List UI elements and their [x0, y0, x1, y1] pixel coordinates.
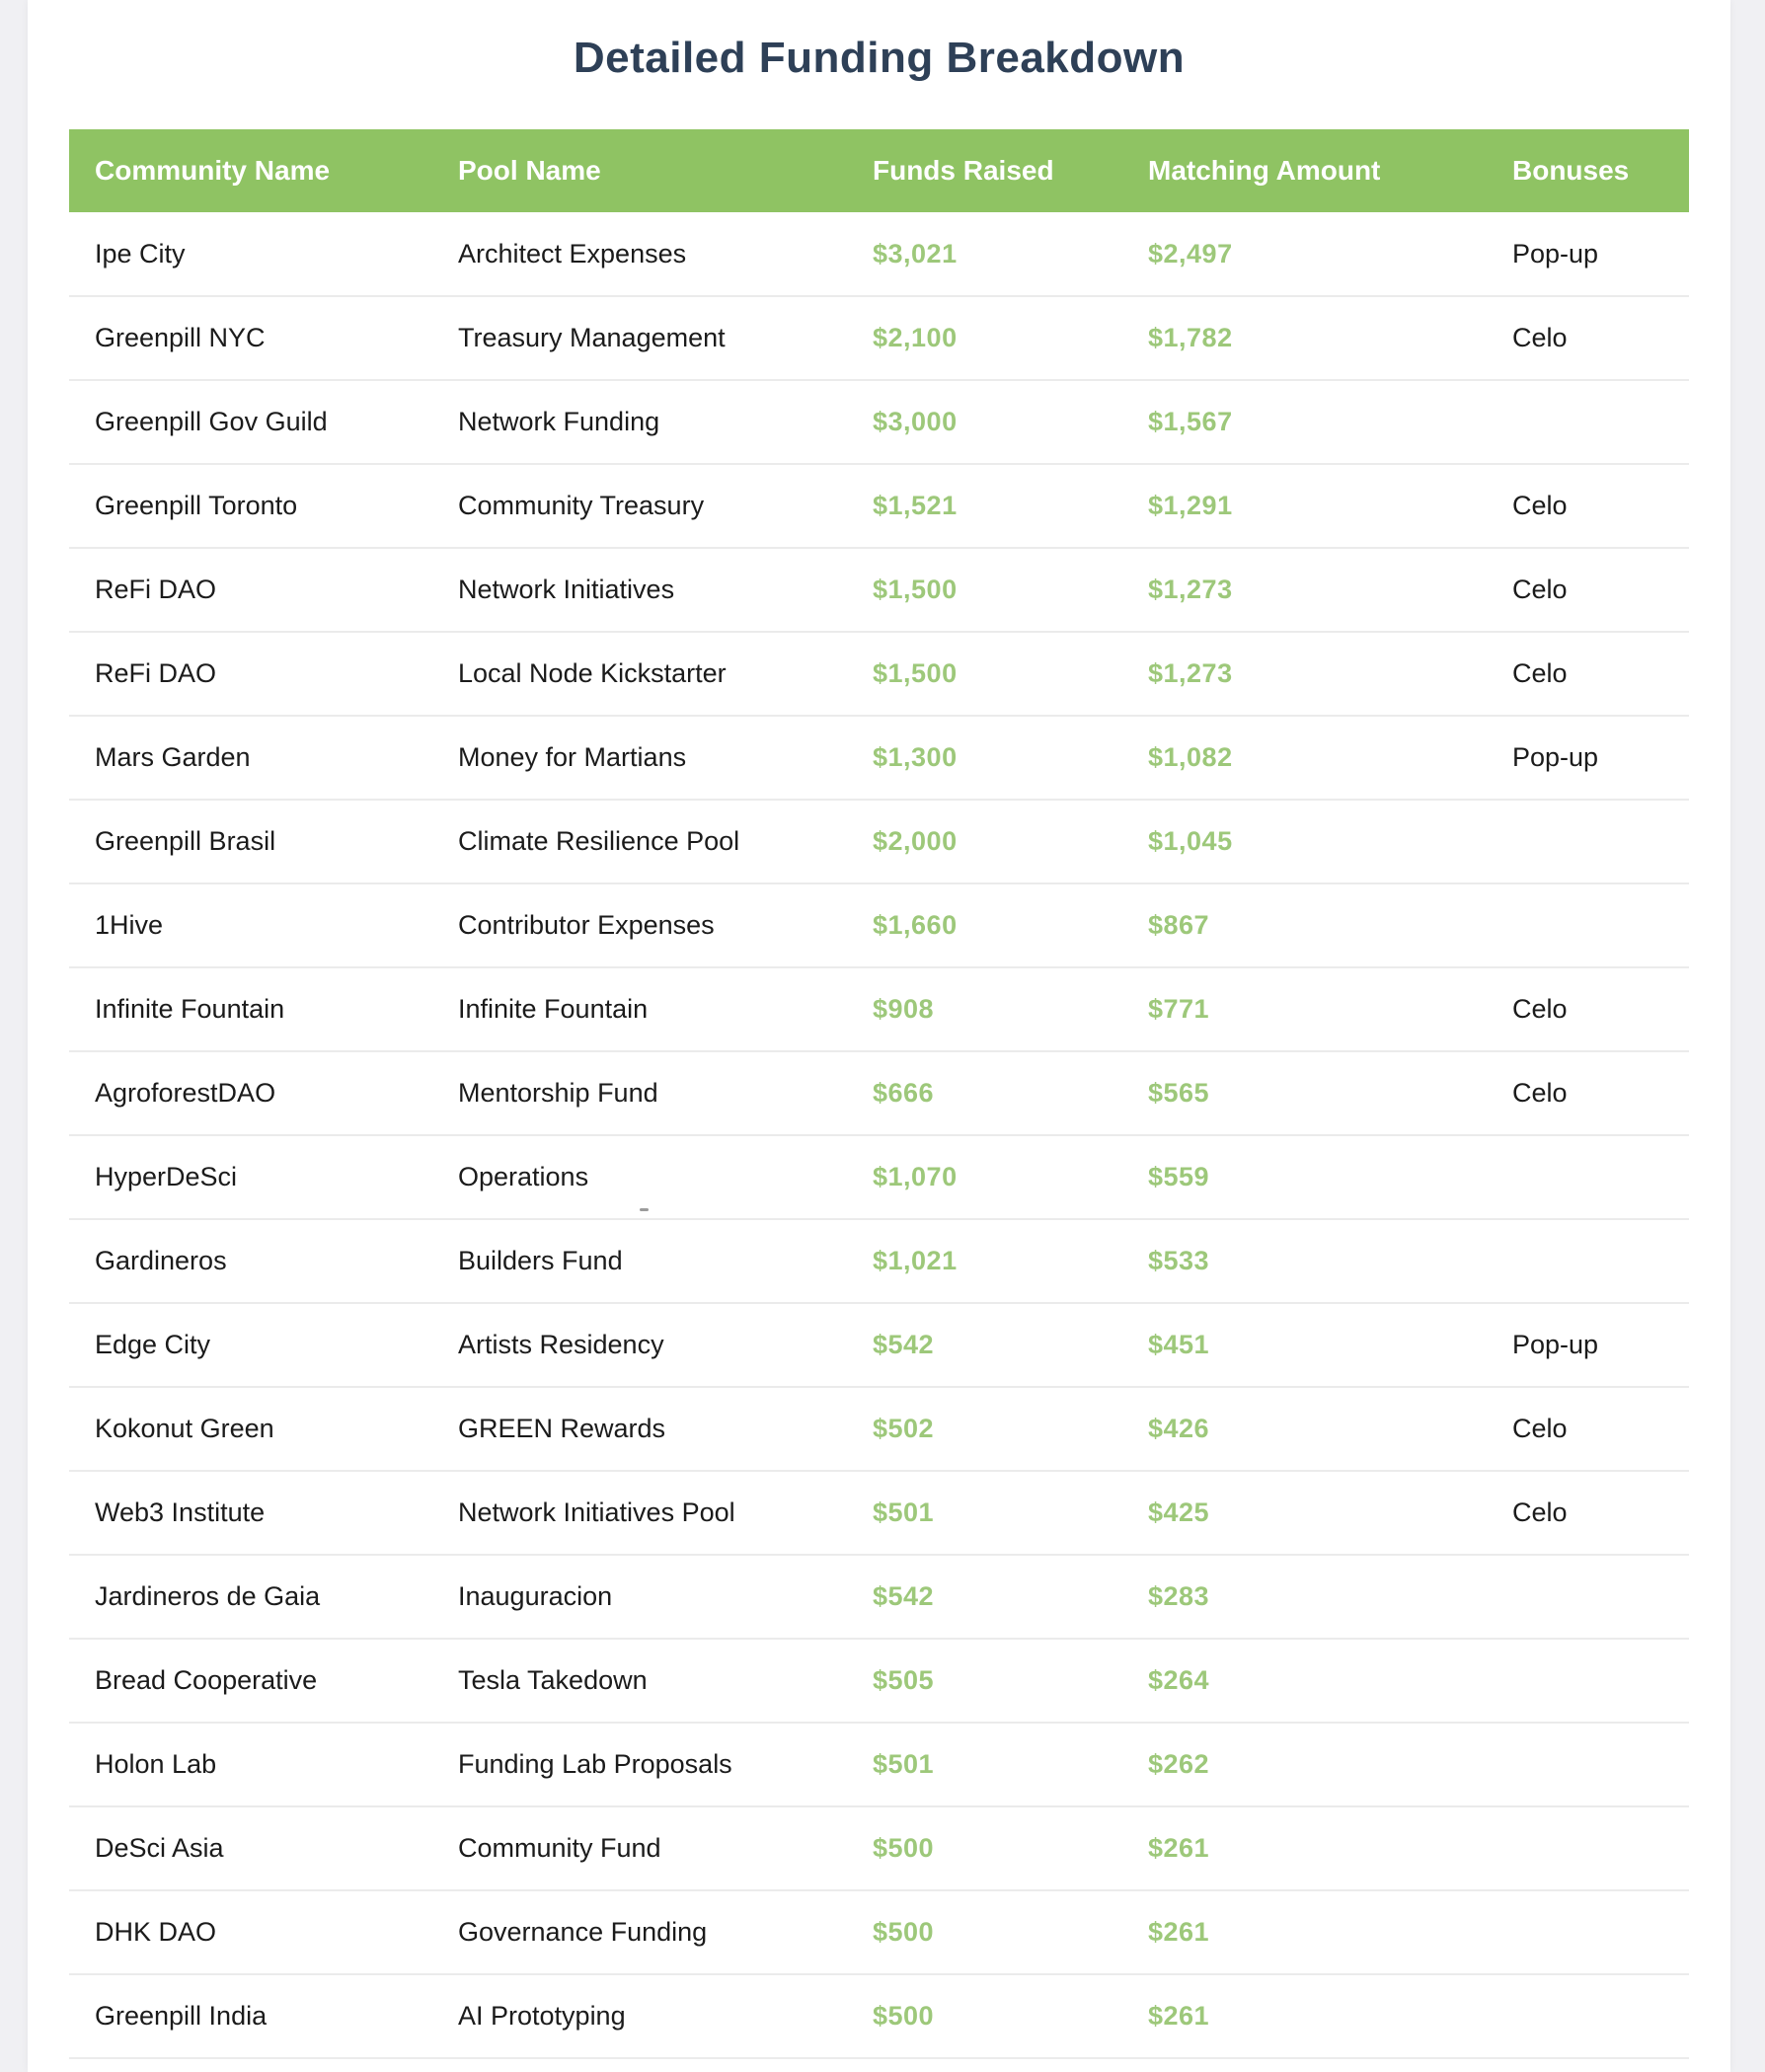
- table-row: [69, 1135, 1689, 1219]
- table-row: [69, 632, 1689, 716]
- matching-amount-cell: $426: [1122, 1387, 1487, 1471]
- community-name-cell: Greenpill India: [69, 1974, 432, 2058]
- funds-raised-cell: $3,021: [847, 212, 1122, 296]
- bonus-cell: [1487, 1639, 1689, 1723]
- funds-raised-cell: $500: [847, 1890, 1122, 1974]
- funds-raised-cell: $500: [847, 1974, 1122, 2058]
- column-header-funds-raised: Funds Raised: [847, 129, 1122, 212]
- table-row: [69, 1555, 1689, 1639]
- bonus-cell: [1487, 1135, 1689, 1219]
- matching-amount-cell: $771: [1122, 967, 1487, 1051]
- pool-name-cell: Governance Funding: [432, 1890, 847, 1974]
- community-name-cell: Gardineros: [69, 1219, 432, 1303]
- pool-name-cell: Community Treasury: [432, 464, 847, 548]
- column-header-community-name: Community Name: [69, 129, 432, 212]
- matching-amount-cell: $451: [1122, 1303, 1487, 1387]
- pool-name-cell: Mentorship Fund: [432, 1051, 847, 1135]
- bonus-cell: Celo: [1487, 632, 1689, 716]
- column-header-matching-amount: Matching Amount: [1122, 129, 1487, 212]
- funds-raised-cell: $542: [847, 1555, 1122, 1639]
- community-name-cell: Infinite Fountain: [69, 967, 432, 1051]
- bonus-cell: [1487, 1723, 1689, 1806]
- funds-raised-cell: $2,100: [847, 296, 1122, 380]
- funds-raised-cell: $1,021: [847, 1219, 1122, 1303]
- community-name-cell: AgroforestDAO: [69, 1051, 432, 1135]
- table-row: [69, 1219, 1689, 1303]
- pool-name-cell: AI Prototyping: [432, 1974, 847, 2058]
- pool-name-cell: Infinite Fountain: [432, 967, 847, 1051]
- bonus-cell: Celo: [1487, 1471, 1689, 1555]
- community-name-cell: Web3 Institute: [69, 1471, 432, 1555]
- column-header-pool-name: Pool Name: [432, 129, 847, 212]
- funds-raised-cell: $1,500: [847, 632, 1122, 716]
- matching-amount-cell: $425: [1122, 1471, 1487, 1555]
- pool-name-cell: Money for Martians: [432, 716, 847, 800]
- table-row: [69, 1471, 1689, 1555]
- matching-amount-cell: $1,082: [1122, 716, 1487, 800]
- matching-amount-cell: $559: [1122, 1135, 1487, 1219]
- funds-raised-cell: $1,070: [847, 1135, 1122, 1219]
- table-row: [69, 1387, 1689, 1471]
- pool-name-cell: Community Fund: [432, 1806, 847, 1890]
- table-row: [69, 1890, 1689, 1974]
- funds-raised-cell: $1,660: [847, 883, 1122, 967]
- funds-raised-cell: $1,500: [847, 548, 1122, 632]
- community-name-cell: Ipe City: [69, 212, 432, 296]
- matching-amount-cell: $262: [1122, 1723, 1487, 1806]
- matching-amount-cell: $264: [1122, 1639, 1487, 1723]
- community-name-cell: Jardineros de Gaia: [69, 1555, 432, 1639]
- bonus-cell: Celo: [1487, 548, 1689, 632]
- community-name-cell: DHK DAO: [69, 1890, 432, 1974]
- pool-name-cell: Builders Fund: [432, 1219, 847, 1303]
- community-name-cell: Greenpill Brasil: [69, 800, 432, 883]
- funds-raised-cell: $500: [847, 1806, 1122, 1890]
- matching-amount-cell: $261: [1122, 1974, 1487, 2058]
- page-title: Detailed Funding Breakdown: [573, 34, 1186, 82]
- matching-amount-cell: $283: [1122, 1555, 1487, 1639]
- pool-name-cell: Treasury Management: [432, 296, 847, 380]
- matching-amount-cell: $1,045: [1122, 800, 1487, 883]
- pool-name-cell: Artists Residency: [432, 1303, 847, 1387]
- matching-amount-cell: $1,291: [1122, 464, 1487, 548]
- community-name-cell: Kokonut Green: [69, 1387, 432, 1471]
- bonus-cell: [1487, 800, 1689, 883]
- matching-amount-cell: $1,273: [1122, 632, 1487, 716]
- community-name-cell: HyperDeSci: [69, 1135, 432, 1219]
- bonus-cell: [1487, 1219, 1689, 1303]
- pool-name-cell: Inauguracion: [432, 1555, 847, 1639]
- table-row: [69, 716, 1689, 800]
- table-row: [69, 212, 1689, 296]
- table-row: [69, 800, 1689, 883]
- table-row: [69, 464, 1689, 548]
- community-name-cell: Greenpill Gov Guild: [69, 380, 432, 464]
- bonus-cell: [1487, 380, 1689, 464]
- bonus-cell: [1487, 1974, 1689, 2058]
- table-row: [69, 1974, 1689, 2058]
- community-name-cell: Bread Cooperative: [69, 1639, 432, 1723]
- pool-name-cell: Climate Resilience Pool: [432, 800, 847, 883]
- table-row: [69, 548, 1689, 632]
- table-row: [69, 1806, 1689, 1890]
- funding-breakdown-card: [28, 0, 1730, 2072]
- bonus-cell: [1487, 1806, 1689, 1890]
- bonus-cell: Celo: [1487, 1051, 1689, 1135]
- pool-name-cell: Tesla Takedown: [432, 1639, 847, 1723]
- community-name-cell: DeSci Asia: [69, 1806, 432, 1890]
- community-name-cell: Edge City: [69, 1303, 432, 1387]
- table-row: [69, 1303, 1689, 1387]
- pool-name-cell: Network Funding: [432, 380, 847, 464]
- pool-name-cell: Local Node Kickstarter: [432, 632, 847, 716]
- table-header-row: [69, 129, 1689, 212]
- pool-name-cell: Network Initiatives Pool: [432, 1471, 847, 1555]
- bonus-cell: [1487, 1555, 1689, 1639]
- bonus-cell: Pop-up: [1487, 212, 1689, 296]
- bonus-cell: Celo: [1487, 1387, 1689, 1471]
- table-row: [69, 380, 1689, 464]
- funding-table: [69, 129, 1689, 2059]
- bonus-cell: Pop-up: [1487, 716, 1689, 800]
- matching-amount-cell: $1,782: [1122, 296, 1487, 380]
- funds-raised-cell: $3,000: [847, 380, 1122, 464]
- community-name-cell: 1Hive: [69, 883, 432, 967]
- funds-raised-cell: $501: [847, 1471, 1122, 1555]
- pool-name-cell: GREEN Rewards: [432, 1387, 847, 1471]
- matching-amount-cell: $867: [1122, 883, 1487, 967]
- bonus-cell: Celo: [1487, 296, 1689, 380]
- matching-amount-cell: $1,567: [1122, 380, 1487, 464]
- column-header-bonuses: Bonuses: [1487, 129, 1689, 212]
- pool-name-cell: Network Initiatives: [432, 548, 847, 632]
- matching-amount-cell: $565: [1122, 1051, 1487, 1135]
- matching-amount-cell: $1,273: [1122, 548, 1487, 632]
- table-row: [69, 296, 1689, 380]
- table-row: [69, 967, 1689, 1051]
- funds-raised-cell: $1,300: [847, 716, 1122, 800]
- pool-name-cell: Operations: [432, 1135, 847, 1219]
- community-name-cell: ReFi DAO: [69, 548, 432, 632]
- table-row: [69, 883, 1689, 967]
- matching-amount-cell: $261: [1122, 1806, 1487, 1890]
- community-name-cell: Greenpill Toronto: [69, 464, 432, 548]
- pool-name-cell: Funding Lab Proposals: [432, 1723, 847, 1806]
- funds-raised-cell: $542: [847, 1303, 1122, 1387]
- bonus-cell: Celo: [1487, 967, 1689, 1051]
- funds-raised-cell: $1,521: [847, 464, 1122, 548]
- funds-raised-cell: $501: [847, 1723, 1122, 1806]
- pool-name-cell: Contributor Expenses: [432, 883, 847, 967]
- bonus-cell: [1487, 1890, 1689, 1974]
- community-name-cell: Greenpill NYC: [69, 296, 432, 380]
- bonus-cell: Celo: [1487, 464, 1689, 548]
- funds-raised-cell: $505: [847, 1639, 1122, 1723]
- table-row: [69, 1051, 1689, 1135]
- community-name-cell: Mars Garden: [69, 716, 432, 800]
- pool-name-cell: Architect Expenses: [432, 212, 847, 296]
- matching-amount-cell: $261: [1122, 1890, 1487, 1974]
- funds-raised-cell: $908: [847, 967, 1122, 1051]
- table-row: [69, 1723, 1689, 1806]
- funds-raised-cell: $666: [847, 1051, 1122, 1135]
- cursor-artifact: [640, 1208, 649, 1211]
- community-name-cell: Holon Lab: [69, 1723, 432, 1806]
- matching-amount-cell: $533: [1122, 1219, 1487, 1303]
- bonus-cell: Pop-up: [1487, 1303, 1689, 1387]
- matching-amount-cell: $2,497: [1122, 212, 1487, 296]
- funds-raised-cell: $2,000: [847, 800, 1122, 883]
- community-name-cell: ReFi DAO: [69, 632, 432, 716]
- bonus-cell: [1487, 883, 1689, 967]
- funds-raised-cell: $502: [847, 1387, 1122, 1471]
- table-row: [69, 1639, 1689, 1723]
